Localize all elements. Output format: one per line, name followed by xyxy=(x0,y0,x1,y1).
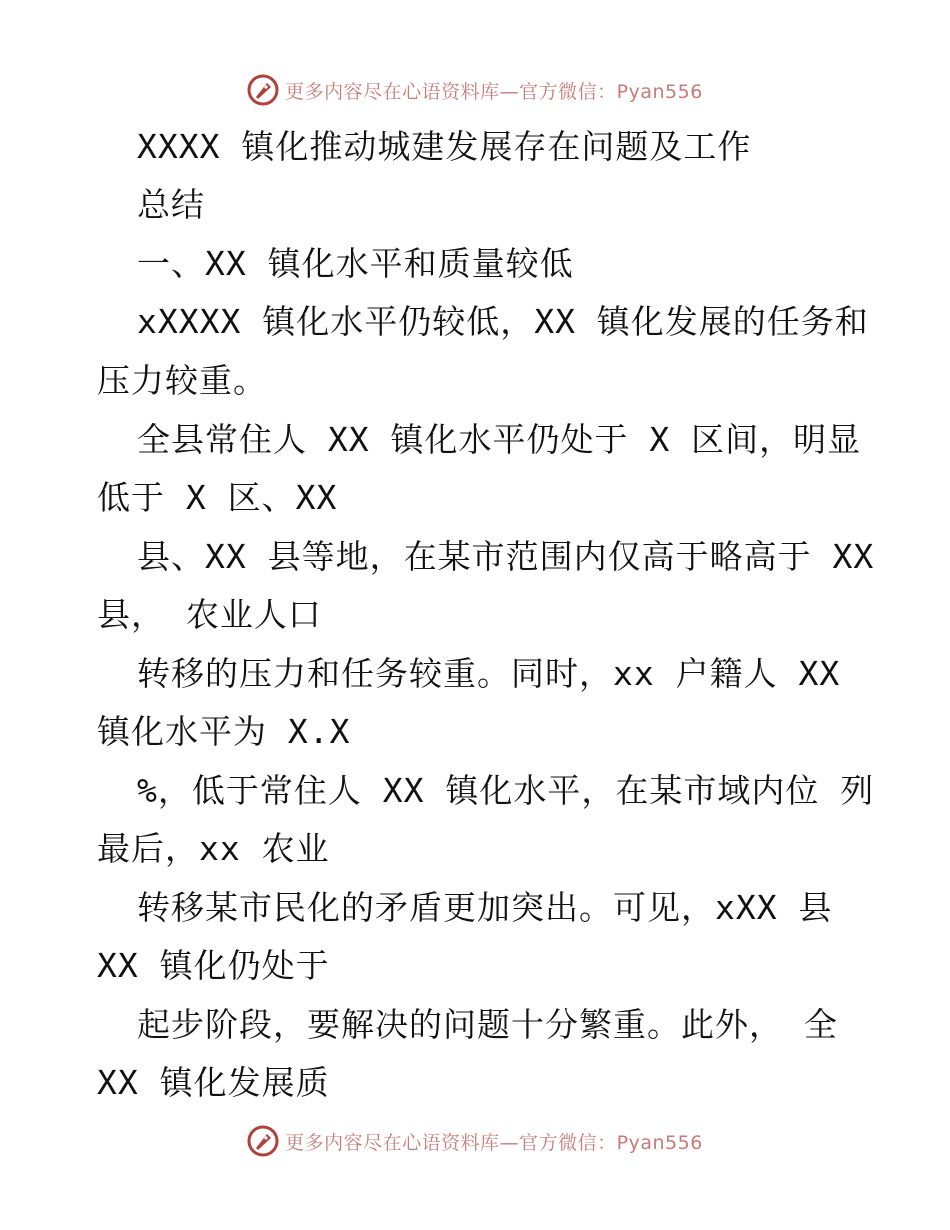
paragraph-line: 全县常住人 XX 镇化水平仍处于 X 区间，明显 xyxy=(137,420,862,459)
header-banner xyxy=(0,70,950,110)
paragraph-line: 压力较重。 xyxy=(97,361,267,400)
paragraph-line: %，低于常住人 XX 镇化水平，在某市域内位 列 xyxy=(137,771,875,810)
paragraph-line: xXXXX 镇化水平仍较低，XX 镇化发展的任务和 xyxy=(137,302,869,341)
pen-nib-logo-icon xyxy=(247,1125,279,1157)
paragraph-line: 转移的压力和任务较重。同时，xx 户籍人 XX xyxy=(137,654,841,693)
footer-banner-inner xyxy=(247,1125,703,1157)
paragraph-line: 县， 农业人口 xyxy=(97,595,322,634)
paragraph-line: XX 镇化仍处于 xyxy=(97,946,330,985)
pen-nib-logo-icon xyxy=(247,74,279,106)
paragraph-line: 低于 X 区、XX xyxy=(97,478,338,517)
paragraph-line: 镇化水平为 X.X xyxy=(97,712,351,751)
paragraph-line: 转移某市民化的矛盾更加突出。可见，xXX 县 xyxy=(137,888,833,927)
document-title-line-2: 总结 xyxy=(137,185,205,224)
paragraph-line: XX 镇化发展质 xyxy=(97,1063,330,1102)
paragraph-line: 县、XX 县等地，在某市范围内仅高于略高于 XX xyxy=(137,537,875,576)
footer-banner-text: 更多内容尽在心语资料库—官方微信：Pyan556 xyxy=(285,1131,703,1154)
footer-banner xyxy=(0,1121,950,1161)
header-banner-inner xyxy=(247,74,703,106)
section-heading: 一、XX 镇化水平和质量较低 xyxy=(137,244,574,283)
paragraph-line: 最后，xx 农业 xyxy=(97,829,330,868)
header-banner-text: 更多内容尽在心语资料库—官方微信：Pyan556 xyxy=(285,80,703,103)
paragraph-line: 起步阶段，要解决的问题十分繁重。此外， 全 xyxy=(137,1005,838,1044)
document-title-line-1: XXXX 镇化推动城建发展存在问题及工作 xyxy=(137,127,752,166)
